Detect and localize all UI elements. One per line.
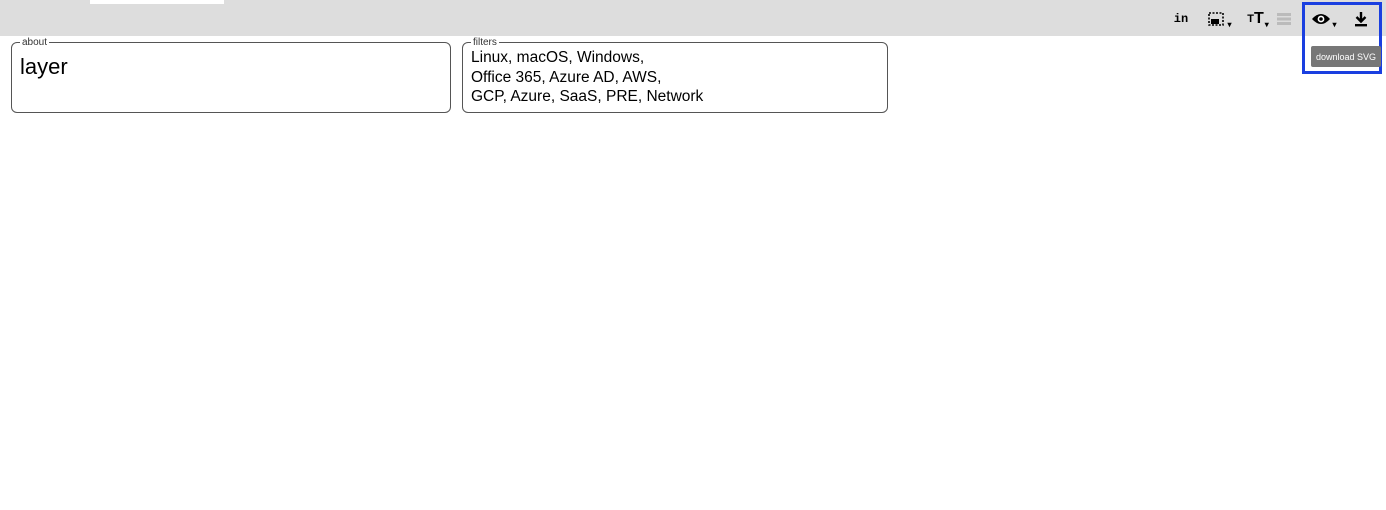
filters-line: Linux, macOS, Windows, bbox=[471, 49, 645, 66]
about-legend: about bbox=[22, 37, 48, 48]
cell-size-icon[interactable]: ▾ bbox=[1207, 8, 1233, 30]
layer-info-icon[interactable]: in bbox=[1173, 12, 1189, 26]
download-svg-tooltip[interactable]: download SVG bbox=[1311, 46, 1381, 67]
layer-name: layer bbox=[20, 54, 68, 79]
filters-line: GCP, Azure, SaaS, PRE, Network bbox=[471, 88, 704, 105]
toolbar bbox=[0, 0, 1386, 36]
visibility-eye-icon[interactable]: ▾ bbox=[1311, 8, 1337, 30]
filters-line: Office 365, Azure AD, AWS, bbox=[471, 68, 662, 86]
active-tab-stub bbox=[90, 0, 224, 4]
about-panel bbox=[11, 37, 451, 113]
filters-platforms bbox=[471, 48, 879, 107]
filters-panel bbox=[462, 37, 888, 113]
filters-legend: filters bbox=[473, 37, 497, 48]
font-size-icon[interactable]: T T ▾ bbox=[1247, 10, 1269, 29]
legend-grid-icon[interactable] bbox=[1276, 8, 1292, 30]
